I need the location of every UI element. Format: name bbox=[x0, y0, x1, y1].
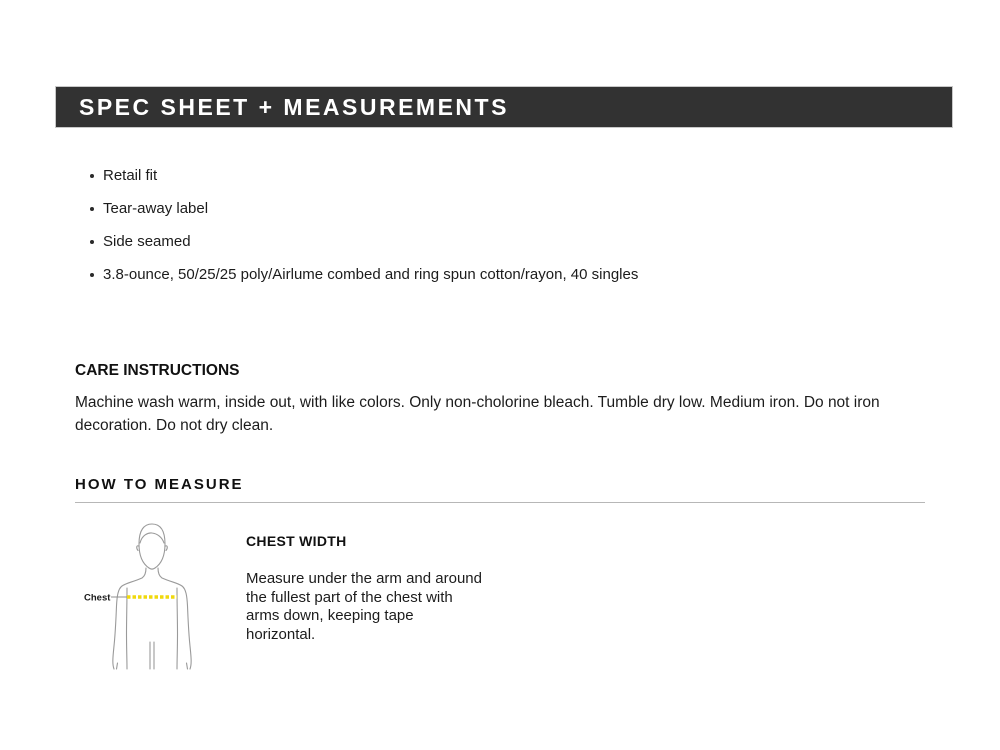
figure-hand-left bbox=[117, 663, 118, 669]
figure-ear-left bbox=[137, 546, 139, 551]
figure-face-outline bbox=[139, 544, 165, 569]
figure-left-arm-outline bbox=[113, 568, 146, 669]
page-title: SPEC SHEET + MEASUREMENTS bbox=[79, 93, 509, 120]
figure-hairline bbox=[140, 533, 164, 543]
measurement-text-block bbox=[246, 518, 484, 670]
figure-right-arm-outline bbox=[158, 568, 191, 669]
measurement-name: CHEST WIDTH bbox=[246, 533, 347, 549]
how-to-measure-heading: HOW TO MEASURE bbox=[75, 476, 244, 493]
spec-bullet-item: Tear-away label bbox=[88, 199, 638, 218]
figure-leg-gap bbox=[150, 642, 154, 669]
figure-head-outline bbox=[139, 524, 165, 544]
spec-bullet-item: Side seamed bbox=[88, 232, 638, 251]
how-to-measure-section bbox=[75, 476, 925, 503]
care-instructions-section bbox=[75, 362, 910, 437]
spec-bullet-list bbox=[88, 166, 638, 298]
figure-hand-right bbox=[187, 663, 188, 669]
body-measurement-figure bbox=[82, 518, 222, 670]
spec-bullet-item: Retail fit bbox=[88, 166, 638, 185]
measurement-row bbox=[82, 518, 484, 670]
measurement-description: Measure under the arm and around the fullest part of the chest with arms down, keeping tape horizontal. bbox=[246, 570, 482, 643]
figure-torso-right-line bbox=[177, 588, 178, 669]
care-instructions-body: Machine wash warm, inside out, with like colors. Only non-cholorine bleach. Tumble dry low. Medium iron. Do not iron decoration. Do not dry clean. bbox=[75, 394, 880, 434]
section-divider bbox=[75, 502, 925, 503]
section-header-bar bbox=[55, 86, 953, 128]
figure-torso-left-line bbox=[127, 588, 128, 669]
figure-ear-right bbox=[166, 546, 168, 551]
care-instructions-heading: CARE INSTRUCTIONS bbox=[75, 362, 240, 379]
spec-bullet-item: 3.8-ounce, 50/25/25 poly/Airlume combed and ring spun cotton/rayon, 40 singles bbox=[88, 265, 638, 284]
chest-figure-label: Chest bbox=[84, 592, 111, 604]
